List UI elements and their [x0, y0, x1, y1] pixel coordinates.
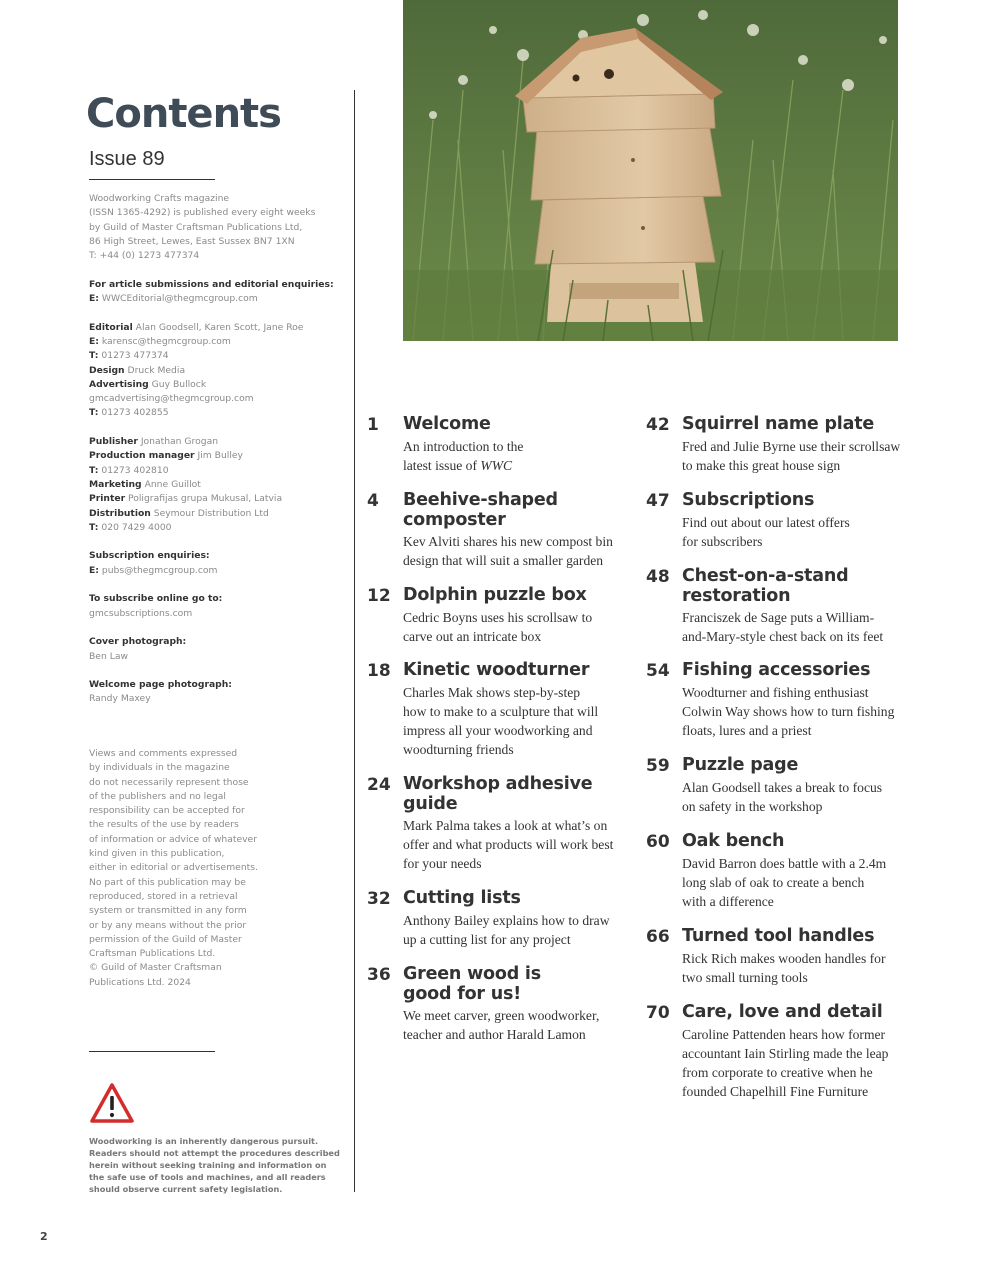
- page-number-label: 18: [367, 661, 391, 681]
- entry-title-line: Turned tool handles: [682, 926, 875, 946]
- label: Publisher: [89, 436, 138, 448]
- entry-title: [403, 415, 643, 435]
- entry-description: [682, 1025, 912, 1101]
- entry-title: [403, 775, 643, 814]
- cover-heading: Cover photograph:: [89, 636, 187, 648]
- entry-title: [403, 965, 643, 1004]
- publisher-info-line: Woodworking Crafts magazine: [89, 193, 230, 204]
- entry-title-line: Welcome: [403, 414, 491, 434]
- publisher-info: [89, 192, 324, 263]
- page-number-label: 4: [367, 491, 379, 511]
- contents-entry[interactable]: [367, 888, 643, 949]
- entry-title-line: Squirrel name plate: [682, 414, 875, 434]
- online-url[interactable]: gmcsubscriptions.com: [89, 607, 193, 619]
- contents-entry[interactable]: [367, 585, 643, 646]
- disclaimer-line: by individuals in the magazine: [89, 762, 230, 774]
- contents-entry[interactable]: [646, 414, 912, 475]
- editorial-names: Alan Goodsell, Karen Scott, Jane Roe: [135, 321, 304, 333]
- disclaimer: [89, 747, 329, 990]
- page-number-label: 1: [367, 415, 379, 435]
- label: E:: [89, 335, 99, 347]
- entry-title-line: Kinetic woodturner: [403, 660, 590, 680]
- entry-title: [682, 927, 912, 947]
- entry-desc-line: for your needs: [403, 856, 482, 871]
- entry-description: [682, 683, 912, 740]
- entry-desc-line: teacher and author Harald Lamon: [403, 1027, 586, 1042]
- production-block: [89, 435, 324, 535]
- contents-entry[interactable]: [367, 414, 643, 475]
- entry-title: [682, 1003, 912, 1023]
- entry-desc-line: for subscribers: [682, 533, 763, 549]
- advertising-value: Guy Bullock: [151, 378, 207, 390]
- submissions-heading: For article submissions and editorial enquiries:: [89, 278, 334, 290]
- entry-title-line: Chest-on-a-stand: [682, 566, 849, 586]
- disclaimer-line: of the publishers and no legal: [89, 790, 226, 802]
- page-number-label: 66: [646, 927, 670, 947]
- entry-desc-line: to make this great house sign: [682, 457, 841, 473]
- publisher-info-line: by Guild of Master Craftsman Publications Ltd,: [89, 221, 303, 233]
- entry-desc-line: We meet carver, green woodworker,: [403, 1008, 600, 1023]
- contents-entry[interactable]: [646, 490, 912, 551]
- entry-title-line: Green wood is: [403, 964, 541, 984]
- page-number-label: 24: [367, 775, 391, 795]
- entry-desc-line: accountant Iain Stirling made the leap: [682, 1045, 889, 1061]
- label: T:: [89, 521, 99, 533]
- subscription-email: pubs@thegmcgroup.com: [101, 564, 218, 576]
- entry-description: [682, 513, 912, 551]
- production-value: Jim Bulley: [197, 450, 243, 462]
- entry-desc-line: An introduction to the: [403, 438, 524, 454]
- entry-title: [403, 661, 643, 681]
- entry-desc-line: Alan Goodsell takes a break to focus: [682, 779, 883, 795]
- entry-description: [403, 532, 643, 570]
- entry-desc-line: Anthony Bailey explains how to draw: [403, 912, 610, 928]
- safety-line: herein without seeking training and information on: [89, 1160, 327, 1170]
- entry-desc-line: Find out about our latest offers: [682, 514, 850, 530]
- disclaimer-line: do not necessarily represent those: [89, 776, 249, 788]
- entry-desc-line: from corporate to creative when he: [682, 1064, 873, 1080]
- entry-desc-line: Caroline Pattenden hears how former: [682, 1026, 886, 1042]
- subscription-heading: Subscription enquiries:: [89, 550, 210, 562]
- disclaimer-line: kind given in this publication,: [89, 848, 225, 860]
- label: Production manager: [89, 450, 195, 462]
- divider: [89, 1051, 215, 1052]
- contents-entry[interactable]: [646, 831, 912, 911]
- disclaimer-line: either in editorial or advertisements.: [89, 862, 258, 874]
- contents-entry[interactable]: [646, 755, 912, 816]
- magazine-abbreviation: WWC: [480, 457, 513, 473]
- entry-title-line: Oak bench: [682, 831, 785, 851]
- page-number-label: 42: [646, 415, 670, 435]
- page-number-label: 12: [367, 586, 391, 606]
- entry-title-line: Workshop adhesive: [403, 774, 593, 794]
- advertising-tel: 01273 402855: [101, 407, 169, 419]
- page-number-label: 60: [646, 832, 670, 852]
- label: Advertising: [89, 378, 149, 390]
- entry-title-line: restoration: [682, 585, 791, 606]
- staff-block: [89, 321, 324, 421]
- entry-title-line: Beehive-shaped: [403, 490, 558, 510]
- production-tel: 01273 402810: [101, 464, 169, 476]
- entry-desc-line: Woodturner and fishing enthusiast: [682, 684, 869, 700]
- entry-title: [682, 832, 912, 852]
- entry-description: [403, 1006, 643, 1044]
- entry-desc-line: latest issue of WWC: [403, 457, 513, 473]
- entry-description: [403, 683, 643, 759]
- entry-title: [403, 586, 643, 606]
- issue-number: Issue 89: [89, 148, 165, 170]
- label: T:: [89, 350, 99, 362]
- entry-title: [682, 415, 912, 435]
- entry-desc-line: offer and what products will work best: [403, 837, 614, 852]
- entry-desc-line: design that will suit a smaller garden: [403, 553, 604, 568]
- label: T:: [89, 464, 99, 476]
- entry-title: [682, 491, 912, 511]
- label: Distribution: [89, 507, 151, 519]
- entry-description: [682, 778, 912, 816]
- disclaimer-line: the results of the use by readers: [89, 819, 239, 831]
- editorial-tel: 01273 477374: [101, 350, 169, 362]
- entry-desc-line: Colwin Way shows how to turn fishing: [682, 703, 895, 719]
- entry-title: [403, 889, 643, 909]
- publisher-info-line: T: +44 (0) 1273 477374: [89, 250, 200, 262]
- publisher-value: Jonathan Grogan: [140, 436, 219, 448]
- printer-value: Poligrafijas grupa Mukusal, Latvia: [128, 493, 283, 505]
- entry-description: [403, 608, 643, 646]
- disclaimer-line: © Guild of Master Craftsman: [89, 962, 222, 974]
- disclaimer-line: No part of this publication may be: [89, 876, 246, 888]
- page-number-label: 70: [646, 1003, 670, 1023]
- page-number-label: 36: [367, 965, 391, 985]
- entry-desc-line: Cedric Boyns uses his scrollsaw to: [403, 609, 593, 625]
- entry-description: [682, 854, 912, 911]
- entry-title-line: composter: [403, 509, 506, 530]
- submissions-email: WWCEditorial@thegmcgroup.com: [101, 293, 258, 305]
- online-heading: To subscribe online go to:: [89, 593, 223, 605]
- entry-desc-line: woodturning friends: [403, 741, 514, 757]
- beehive-composter-photo: [403, 0, 898, 341]
- welcome-credit-block: [89, 678, 324, 707]
- entry-desc-line: Fred and Julie Byrne use their scrollsaw: [682, 438, 901, 454]
- disclaimer-line: or by any means without the prior: [89, 919, 247, 931]
- label: E:: [89, 564, 99, 576]
- entry-title-line: guide: [403, 793, 458, 814]
- entry-desc-line: floats, lures and a priest: [682, 722, 812, 738]
- contents-entry[interactable]: [646, 660, 912, 740]
- contents-entry[interactable]: [646, 566, 912, 646]
- distribution-tel: 020 7429 4000: [101, 521, 172, 533]
- page-title: Contents: [86, 91, 281, 137]
- folio-page-number: 2: [40, 1230, 48, 1243]
- welcome-credit: Randy Maxey: [89, 693, 151, 705]
- warning-triangle-icon: [89, 1082, 135, 1124]
- page-number-label: 59: [646, 756, 670, 776]
- entry-title-line: Cutting lists: [403, 888, 521, 908]
- entry-desc-line: founded Chapelhill Fine Furniture: [682, 1083, 869, 1099]
- column-divider: [354, 90, 355, 1192]
- disclaimer-line: responsibility can be accepted for: [89, 805, 245, 817]
- marketing-value: Anne Guillot: [144, 478, 201, 490]
- entry-desc-line: two small turning tools: [682, 969, 808, 985]
- entry-desc-line: and-Mary-style chest back on its feet: [682, 629, 884, 644]
- editorial-email: karensc@thegmcgroup.com: [101, 335, 231, 347]
- disclaimer-line: Views and comments expressed: [89, 748, 238, 759]
- entry-desc-line: on safety in the workshop: [682, 798, 823, 814]
- welcome-heading: Welcome page photograph:: [89, 679, 232, 691]
- entry-description: [403, 816, 643, 873]
- entry-desc-line: up a cutting list for any project: [403, 931, 571, 947]
- entry-desc-line: long slab of oak to create a bench: [682, 874, 865, 890]
- entry-description: [682, 949, 912, 987]
- entry-title: [682, 756, 912, 776]
- online-block: [89, 592, 324, 621]
- page-number-label: 48: [646, 567, 670, 587]
- safety-line: the safe use of tools and machines, and all readers: [89, 1172, 326, 1182]
- entry-desc-line: with a difference: [682, 893, 774, 909]
- entry-desc-line: Charles Mak shows step-by-step: [403, 684, 581, 700]
- distribution-value: Seymour Distribution Ltd: [153, 507, 269, 519]
- entry-title-line: Subscriptions: [682, 490, 815, 510]
- entry-description: [403, 437, 643, 475]
- entry-title-line: Puzzle page: [682, 755, 799, 775]
- contents-entry[interactable]: [367, 774, 643, 873]
- entry-title-line: Fishing accessories: [682, 660, 871, 680]
- publisher-info-line: (ISSN 1365-4292) is published every eight weeks: [89, 207, 316, 219]
- entry-title: [403, 491, 643, 530]
- disclaimer-line: permission of the Guild of Master: [89, 933, 242, 945]
- disclaimer-line: system or transmitted in any form: [89, 905, 247, 917]
- contents-entry[interactable]: [367, 490, 643, 570]
- subscription-block: [89, 549, 324, 578]
- safety-notice: [89, 1135, 340, 1195]
- disclaimer-line: Publications Ltd. 2024: [89, 976, 191, 988]
- safety-line: Woodworking is an inherently dangerous pursuit.: [89, 1136, 319, 1146]
- page-number-label: 54: [646, 661, 670, 681]
- entry-title-line: Dolphin puzzle box: [403, 585, 587, 605]
- disclaimer-line: Craftsman Publications Ltd.: [89, 948, 216, 960]
- safety-line: should observe current safety legislation.: [89, 1184, 283, 1194]
- entry-title: [682, 567, 912, 606]
- safety-line: Readers should not attempt the procedures described: [89, 1148, 340, 1158]
- label: T:: [89, 407, 99, 419]
- page-number-label: 32: [367, 889, 391, 909]
- entry-description: [682, 437, 912, 475]
- entry-desc-line: Mark Palma takes a look at what’s on: [403, 818, 608, 833]
- contents-entry[interactable]: [646, 1002, 912, 1101]
- label: E:: [89, 293, 99, 305]
- disclaimer-line: of information or advice of whatever: [89, 833, 257, 845]
- cover-credit-block: [89, 635, 324, 664]
- advertising-email: gmcadvertising@thegmcgroup.com: [89, 393, 254, 405]
- disclaimer-line: reproduced, stored in a retrieval: [89, 890, 238, 902]
- entry-title: [682, 661, 912, 681]
- entry-desc-line: Kev Alviti shares his new compost bin: [403, 534, 613, 549]
- entry-desc-line: Rick Rich makes wooden handles for: [682, 950, 886, 966]
- page-number-label: 47: [646, 491, 670, 511]
- entry-desc-line: how to make to a sculpture that will: [403, 703, 599, 719]
- entry-description: [403, 911, 643, 949]
- contents-entry[interactable]: [367, 660, 643, 759]
- submissions-block: [89, 278, 334, 307]
- entry-desc-line: Franciszek de Sage puts a William-: [682, 610, 875, 625]
- contents-entry[interactable]: [646, 926, 912, 987]
- masthead-sidebar: [86, 88, 334, 721]
- entry-desc-line: impress all your woodworking and: [403, 722, 593, 738]
- divider: [89, 179, 215, 180]
- entry-title-line: Care, love and detail: [682, 1002, 883, 1022]
- entry-description: [682, 608, 912, 646]
- contents-entry[interactable]: [367, 964, 643, 1044]
- design-value: Druck Media: [127, 364, 186, 376]
- label: Editorial: [89, 321, 133, 333]
- label: Marketing: [89, 478, 142, 490]
- label: Printer: [89, 493, 126, 505]
- entry-desc-line: carve out an intricate box: [403, 628, 542, 644]
- entry-title-line: good for us!: [403, 983, 522, 1004]
- cover-credit: Ben Law: [89, 650, 128, 662]
- label: Design: [89, 364, 125, 376]
- publisher-info-line: 86 High Street, Lewes, East Sussex BN7 1XN: [89, 235, 295, 247]
- entry-desc-line: David Barron does battle with a 2.4m: [682, 855, 887, 871]
